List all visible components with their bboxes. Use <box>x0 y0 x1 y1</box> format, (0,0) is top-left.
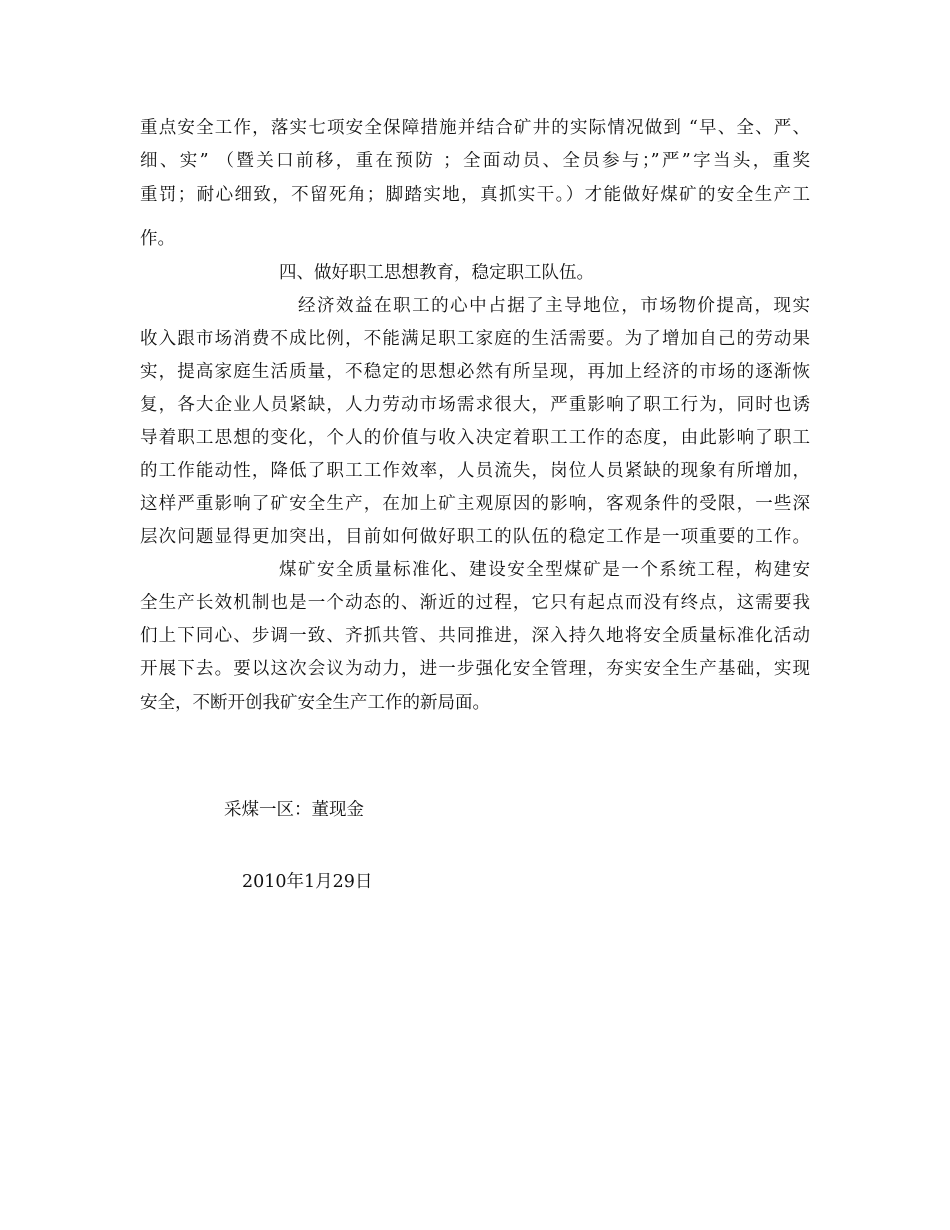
para2-line-1: 经济效益在职工的心中占据了主导地位，市场物价提高，现实 <box>298 296 810 316</box>
signature: 采煤一区：董现金 <box>224 800 364 820</box>
para1-line-3: 重罚；耐心细致，不留死角；脚踏实地，真抓实干。）才能做好煤矿的安全生产工 <box>140 185 810 205</box>
date: 2010年1月29日 <box>242 872 373 892</box>
para1-line-2: 细、实” （暨关口前移，重在预防 ；全面动员、全员参与；”严”字当头，重奖 <box>140 151 810 171</box>
section-heading-4: 四、做好职工思想教育，稳定职工队伍。 <box>279 263 594 283</box>
para1-line-4: 作。 <box>140 229 175 249</box>
para3-line-1: 煤矿安全质量标准化、建设安全型煤矿是一个系统工程，构建安 <box>279 560 810 580</box>
para2-line-4: 复，各大企业人员紧缺，人力劳动市场需求很大，严重影响了职工行为，同时也诱 <box>140 395 810 415</box>
para3-line-5: 安全，不断开创我矿安全生产工作的新局面。 <box>140 693 490 713</box>
para3-line-4: 开展下去。要以这次会议为动力，进一步强化安全管理，夯实安全生产基础，实现 <box>140 659 810 679</box>
para2-line-2: 收入跟市场消费不成比例，不能满足职工家庭的生活需要。为了增加自己的劳动果 <box>140 329 810 349</box>
para2-line-5: 导着职工思想的变化，个人的价值与收入决定着职工工作的态度，由此影响了职工 <box>140 428 810 448</box>
para1-line-1: 重点安全工作，落实七项安全保障措施并结合矿井的实际情况做到 “早、全、严、 <box>140 118 810 138</box>
para2-line-6: 的工作能动性，降低了职工工作效率，人员流失，岗位人员紧缺的现象有所增加， <box>140 461 810 481</box>
para3-line-2: 全生产长效机制也是一个动态的、渐近的过程，它只有起点而没有终点，这需要我 <box>140 593 810 613</box>
para2-line-8: 层次问题显得更加突出，目前如何做好职工的队伍的稳定工作是一项重要的工作。 <box>140 527 810 547</box>
para2-line-7: 这样严重影响了矿安全生产，在加上矿主观原因的影响，客观条件的受限，一些深 <box>140 494 810 514</box>
para2-line-3: 实，提高家庭生活质量，不稳定的思想必然有所呈现，再加上经济的市场的逐渐恢 <box>140 362 810 382</box>
para3-line-3: 们上下同心、步调一致、齐抓共管、共同推进，深入持久地将安全质量标准化活动 <box>140 626 810 646</box>
